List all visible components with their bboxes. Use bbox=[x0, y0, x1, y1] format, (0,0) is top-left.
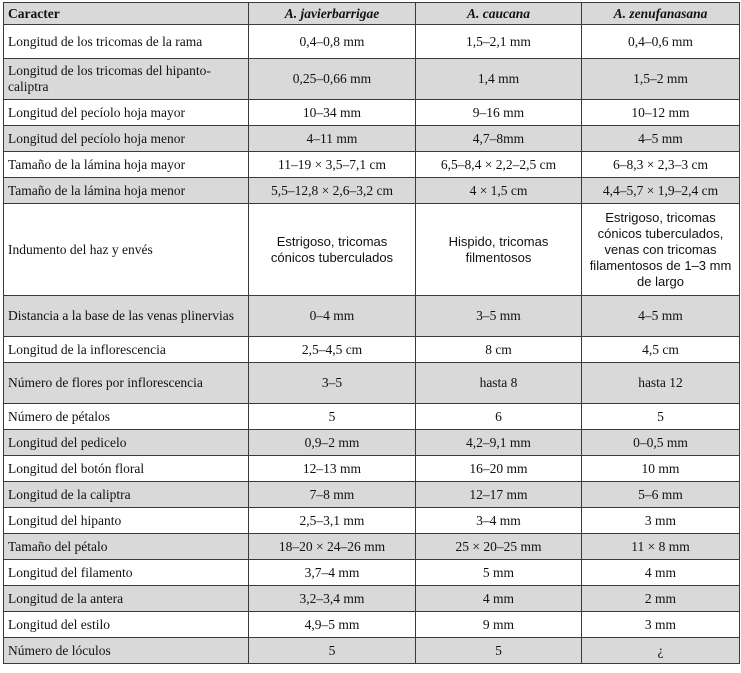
table-row bbox=[4, 25, 740, 59]
value-javierbarrigae: 2,5–4,5 cm bbox=[249, 337, 416, 363]
value-zenufanasana: 5–6 mm bbox=[582, 482, 740, 508]
value-zenufanasana: hasta 12 bbox=[582, 363, 740, 404]
value-zenufanasana: 4,4–5,7 × 1,9–2,4 cm bbox=[582, 178, 740, 204]
value-javierbarrigae: 4,9–5 mm bbox=[249, 612, 416, 638]
value-javierbarrigae: 18–20 × 24–26 mm bbox=[249, 534, 416, 560]
value-zenufanasana: 0,4–0,6 mm bbox=[582, 25, 740, 59]
value-zenufanasana: 4–5 mm bbox=[582, 296, 740, 337]
value-zenufanasana: 4–5 mm bbox=[582, 126, 740, 152]
table-row bbox=[4, 404, 740, 430]
value-caucana: 25 × 20–25 mm bbox=[416, 534, 582, 560]
row-label: Longitud de la caliptra bbox=[4, 482, 249, 508]
value-zenufanasana: 2 mm bbox=[582, 586, 740, 612]
value-javierbarrigae: 5,5–12,8 × 2,6–3,2 cm bbox=[249, 178, 416, 204]
value-zenufanasana: 0–0,5 mm bbox=[582, 430, 740, 456]
value-javierbarrigae: 2,5–3,1 mm bbox=[249, 508, 416, 534]
value-zenufanasana: 4 mm bbox=[582, 560, 740, 586]
row-label: Distancia a la base de las venas plinervias bbox=[4, 296, 249, 337]
value-javierbarrigae: 5 bbox=[249, 404, 416, 430]
value-zenufanasana: 10 mm bbox=[582, 456, 740, 482]
table-row bbox=[4, 586, 740, 612]
value-caucana: 9 mm bbox=[416, 612, 582, 638]
row-label: Longitud del hipanto bbox=[4, 508, 249, 534]
header-a-zenufanasana: A. zenufanasana bbox=[582, 3, 740, 25]
row-label: Longitud del pecíolo hoja mayor bbox=[4, 100, 249, 126]
value-caucana: 4,2–9,1 mm bbox=[416, 430, 582, 456]
row-label: Longitud del pecíolo hoja menor bbox=[4, 126, 249, 152]
table-row bbox=[4, 126, 740, 152]
value-javierbarrigae: 7–8 mm bbox=[249, 482, 416, 508]
value-caucana: 4,7–8mm bbox=[416, 126, 582, 152]
value-javierbarrigae: 0,9–2 mm bbox=[249, 430, 416, 456]
row-label: Longitud del botón floral bbox=[4, 456, 249, 482]
value-caucana: hasta 8 bbox=[416, 363, 582, 404]
value-zenufanasana: 3 mm bbox=[582, 612, 740, 638]
value-caucana: 6 bbox=[416, 404, 582, 430]
header-a-caucana: A. caucana bbox=[416, 3, 582, 25]
value-caucana: 1,5–2,1 mm bbox=[416, 25, 582, 59]
value-javierbarrigae: 0–4 mm bbox=[249, 296, 416, 337]
value-javierbarrigae: 12–13 mm bbox=[249, 456, 416, 482]
value-javierbarrigae: 3,2–3,4 mm bbox=[249, 586, 416, 612]
header-row bbox=[4, 3, 740, 25]
value-javierbarrigae: 5 bbox=[249, 638, 416, 664]
table-row bbox=[4, 612, 740, 638]
value-caucana: 16–20 mm bbox=[416, 456, 582, 482]
row-label: Longitud del estilo bbox=[4, 612, 249, 638]
value-javierbarrigae: 11–19 × 3,5–7,1 cm bbox=[249, 152, 416, 178]
value-caucana: 3–5 mm bbox=[416, 296, 582, 337]
row-label: Número de pétalos bbox=[4, 404, 249, 430]
value-javierbarrigae: 0,4–0,8 mm bbox=[249, 25, 416, 59]
value-caucana: 4 mm bbox=[416, 586, 582, 612]
table-row bbox=[4, 508, 740, 534]
value-javierbarrigae: 10–34 mm bbox=[249, 100, 416, 126]
table-row bbox=[4, 456, 740, 482]
value-zenufanasana: 6–8,3 × 2,3–3 cm bbox=[582, 152, 740, 178]
value-caucana: 8 cm bbox=[416, 337, 582, 363]
value-zenufanasana: 3 mm bbox=[582, 508, 740, 534]
row-label: Tamaño de la lámina hoja menor bbox=[4, 178, 249, 204]
table-row bbox=[4, 430, 740, 456]
value-zenufanasana: 10–12 mm bbox=[582, 100, 740, 126]
row-label: Indumento del haz y envés bbox=[4, 204, 249, 296]
table-row bbox=[4, 178, 740, 204]
table-row bbox=[4, 296, 740, 337]
row-label: Longitud de los tricomas de la rama bbox=[4, 25, 249, 59]
value-javierbarrigae: 3,7–4 mm bbox=[249, 560, 416, 586]
value-caucana: 1,4 mm bbox=[416, 59, 582, 100]
row-label: Tamaño del pétalo bbox=[4, 534, 249, 560]
value-zenufanasana: Estrigoso, tricomas cónicos tuberculados, venas con tricomas filamentosos de 1–3 mm de largo bbox=[582, 204, 740, 296]
table-row bbox=[4, 560, 740, 586]
value-caucana: Hispido, tricomas filmentosos bbox=[416, 204, 582, 296]
value-zenufanasana: 4,5 cm bbox=[582, 337, 740, 363]
row-label: Longitud del pedicelo bbox=[4, 430, 249, 456]
value-caucana: 9–16 mm bbox=[416, 100, 582, 126]
comparison-table bbox=[3, 2, 740, 664]
header-a-javierbarrigae: A. javierbarrigae bbox=[249, 3, 416, 25]
table-row bbox=[4, 204, 740, 296]
table-row bbox=[4, 337, 740, 363]
table-row bbox=[4, 100, 740, 126]
value-caucana: 4 × 1,5 cm bbox=[416, 178, 582, 204]
table-row bbox=[4, 152, 740, 178]
value-caucana: 5 bbox=[416, 638, 582, 664]
row-label: Longitud del filamento bbox=[4, 560, 249, 586]
table-row bbox=[4, 59, 740, 100]
value-javierbarrigae: 0,25–0,66 mm bbox=[249, 59, 416, 100]
header-caracter: Caracter bbox=[4, 3, 249, 25]
row-label: Número de lóculos bbox=[4, 638, 249, 664]
value-zenufanasana: ¿ bbox=[582, 638, 740, 664]
value-caucana: 6,5–8,4 × 2,2–2,5 cm bbox=[416, 152, 582, 178]
value-javierbarrigae: Estrigoso, tricomas cónicos tuberculados bbox=[249, 204, 416, 296]
row-label: Longitud de la antera bbox=[4, 586, 249, 612]
row-label: Longitud de la inflorescencia bbox=[4, 337, 249, 363]
value-caucana: 5 mm bbox=[416, 560, 582, 586]
row-label: Longitud de los tricomas del hipanto-caliptra bbox=[4, 59, 249, 100]
row-label: Tamaño de la lámina hoja mayor bbox=[4, 152, 249, 178]
row-label: Número de flores por inflorescencia bbox=[4, 363, 249, 404]
table-row bbox=[4, 482, 740, 508]
value-caucana: 3–4 mm bbox=[416, 508, 582, 534]
table-row bbox=[4, 363, 740, 404]
value-zenufanasana: 1,5–2 mm bbox=[582, 59, 740, 100]
value-zenufanasana: 11 × 8 mm bbox=[582, 534, 740, 560]
value-caucana: 12–17 mm bbox=[416, 482, 582, 508]
value-javierbarrigae: 3–5 bbox=[249, 363, 416, 404]
value-javierbarrigae: 4–11 mm bbox=[249, 126, 416, 152]
table-row bbox=[4, 638, 740, 664]
table-row bbox=[4, 534, 740, 560]
value-zenufanasana: 5 bbox=[582, 404, 740, 430]
